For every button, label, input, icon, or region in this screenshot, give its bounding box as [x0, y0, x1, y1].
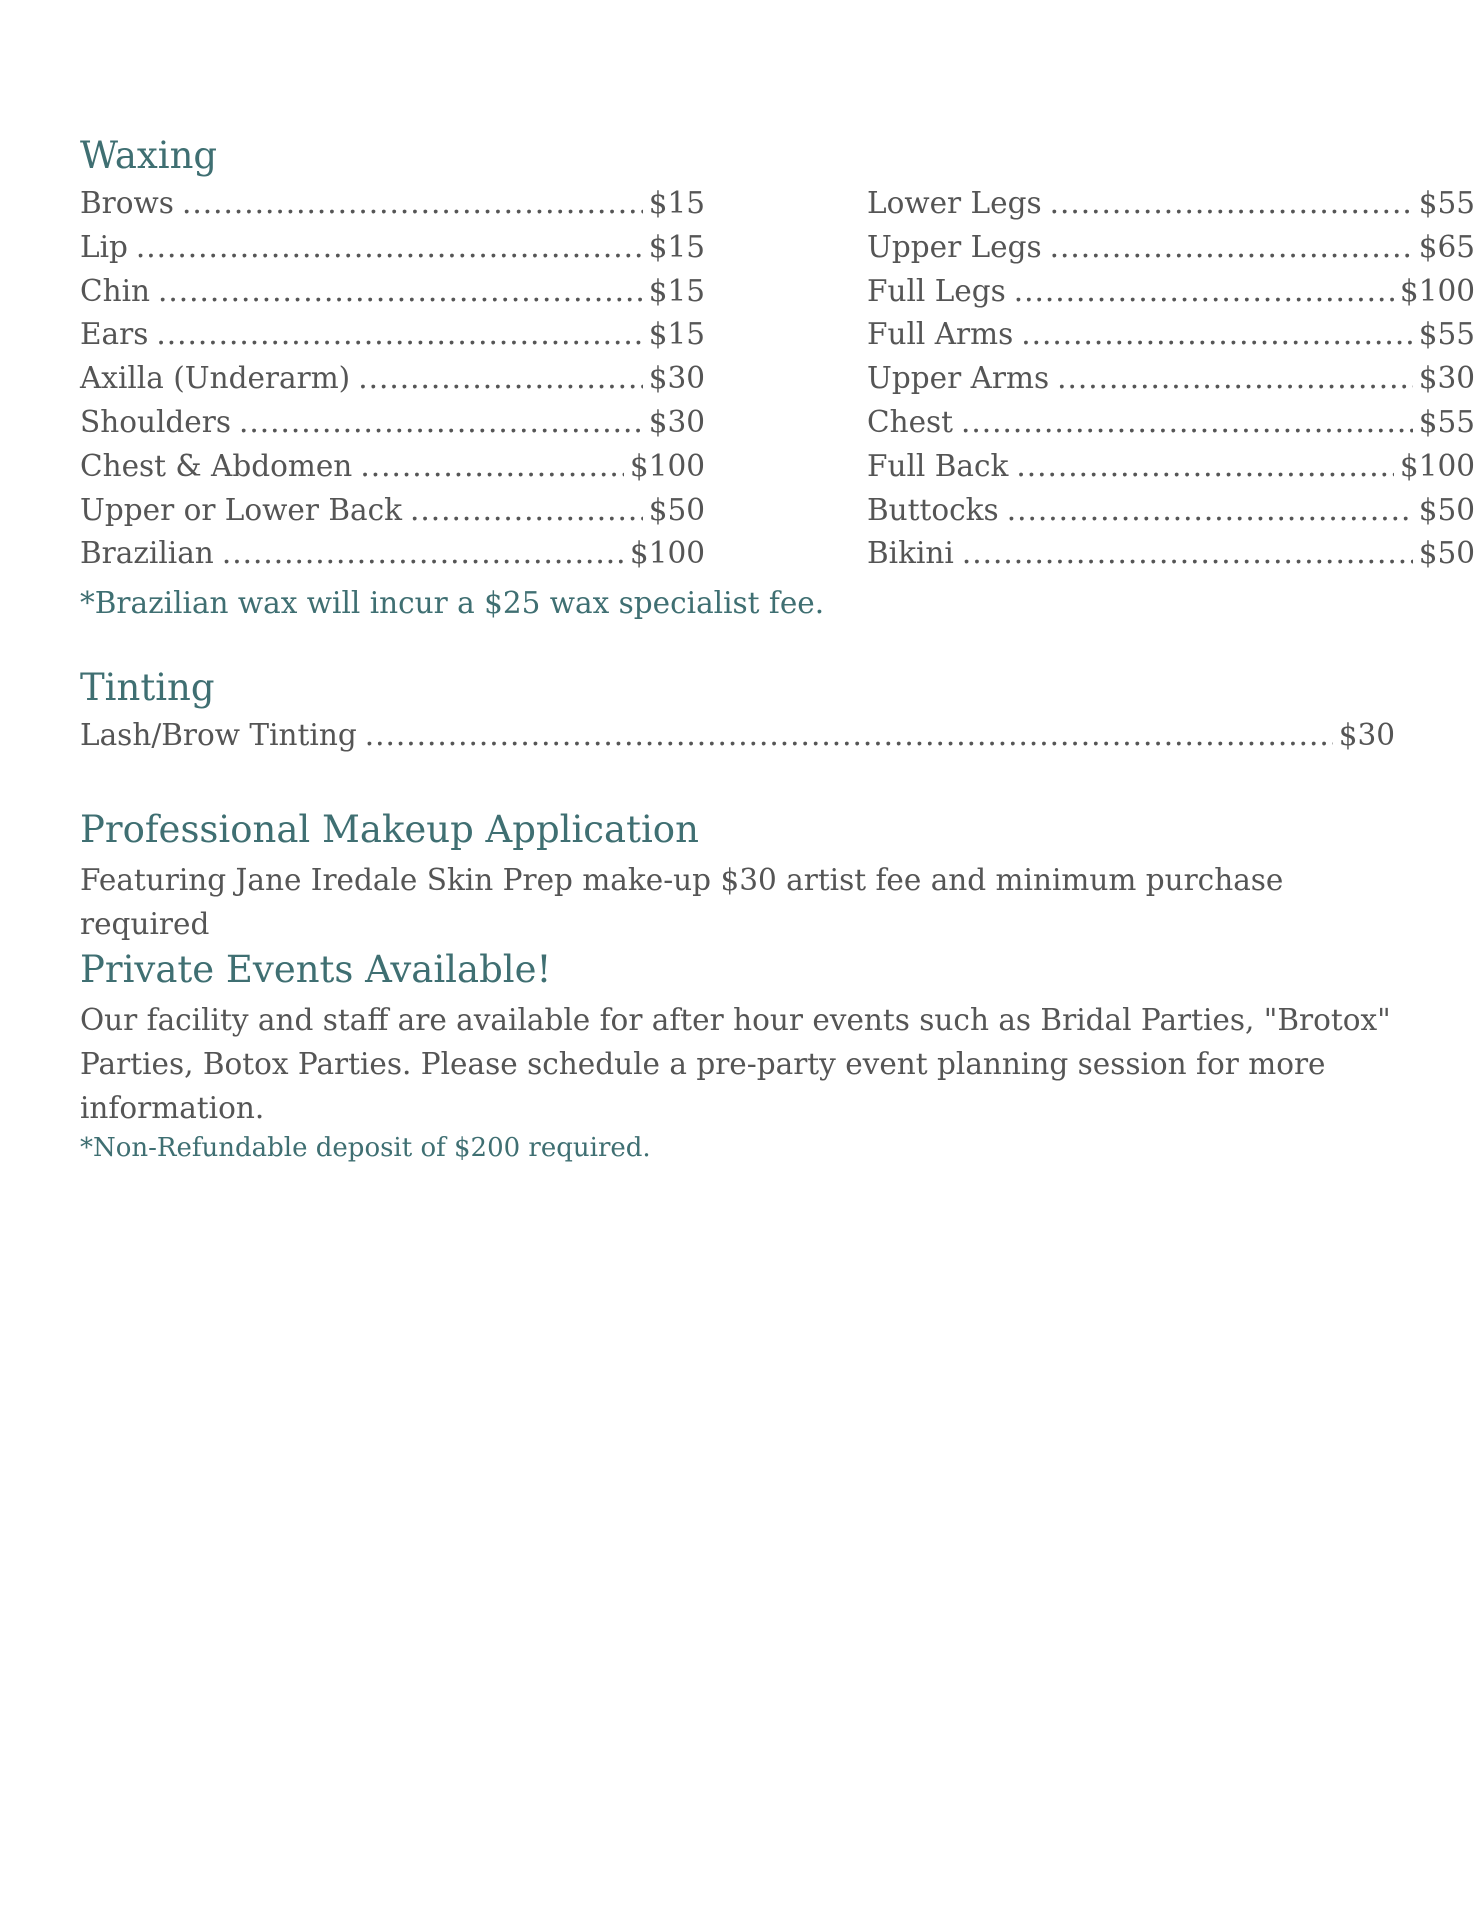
dot-leader — [358, 361, 642, 395]
price-row — [867, 449, 1475, 493]
item-price: $15 — [648, 229, 705, 264]
item-label: Full Back — [867, 448, 1009, 483]
dot-leader — [1014, 274, 1394, 308]
item-label: Brazilian — [80, 536, 214, 571]
dot-leader — [1021, 317, 1412, 351]
item-label: Bikini — [867, 536, 954, 571]
waxing-title: Waxing — [80, 134, 218, 177]
item-label: Ears — [80, 317, 149, 352]
price-row — [80, 230, 705, 274]
item-label: Chin — [80, 273, 151, 308]
item-price: $50 — [1418, 536, 1475, 571]
dot-leader — [1057, 361, 1413, 395]
item-price: $15 — [648, 317, 705, 352]
makeup-description: Featuring Jane Iredale Skin Prep make-up $30 artist fee and minimum purchase required — [80, 863, 1284, 941]
item-price: $65 — [1418, 229, 1475, 264]
item-label: Lash/Brow Tinting — [80, 718, 357, 752]
dot-leader — [962, 536, 1413, 570]
item-price: $50 — [1418, 492, 1475, 527]
dot-leader — [156, 317, 642, 351]
item-label: Upper Legs — [867, 229, 1042, 264]
price-row — [867, 186, 1475, 230]
price-row — [867, 405, 1475, 449]
dot-leader — [182, 186, 643, 220]
item-label: Shoulders — [80, 404, 231, 439]
item-price: $15 — [648, 186, 705, 220]
dot-leader — [239, 405, 643, 439]
dot-leader — [158, 274, 643, 308]
price-row — [867, 274, 1475, 318]
item-label: Buttocks — [867, 492, 999, 527]
price-row — [867, 317, 1475, 361]
tinting-title: Tinting — [80, 666, 215, 709]
item-label: Upper Arms — [867, 361, 1050, 396]
item-label: Full Legs — [867, 273, 1006, 308]
dot-leader — [961, 405, 1413, 439]
price-row — [867, 536, 1475, 580]
item-label: Brows — [80, 186, 174, 220]
price-row — [80, 405, 705, 449]
item-price: $30 — [648, 361, 705, 396]
price-row — [867, 361, 1475, 405]
dot-leader — [360, 449, 624, 483]
brazilian-fee-note: *Brazilian wax will incur a $25 wax specialist fee. — [80, 586, 825, 620]
dot-leader — [222, 536, 624, 570]
price-row — [80, 493, 705, 537]
dot-leader — [410, 493, 643, 527]
item-price: $100 — [629, 536, 705, 571]
item-price: $100 — [1399, 448, 1475, 483]
item-label: Full Arms — [867, 317, 1014, 352]
item-price: $15 — [648, 273, 705, 308]
price-row — [80, 449, 705, 493]
price-row — [867, 493, 1475, 537]
price-row — [867, 230, 1475, 274]
dot-leader — [1050, 186, 1413, 220]
item-price: $55 — [1418, 317, 1475, 352]
item-label: Chest — [867, 404, 954, 439]
item-label: Chest & Abdomen — [80, 448, 353, 483]
dot-leader — [1016, 449, 1394, 483]
item-price: $100 — [629, 448, 705, 483]
item-label: Upper or Lower Back — [80, 492, 403, 527]
events-title: Private Events Available! — [80, 948, 552, 991]
item-price: $30 — [1338, 718, 1395, 752]
item-price: $30 — [648, 404, 705, 439]
price-row — [80, 718, 1395, 762]
deposit-note: *Non-Refundable deposit of $200 required. — [80, 1133, 651, 1163]
item-label: Lower Legs — [867, 186, 1042, 220]
dot-leader — [365, 718, 1333, 752]
item-price: $100 — [1399, 273, 1475, 308]
makeup-title: Professional Makeup Application — [80, 808, 699, 851]
dot-leader — [1050, 230, 1413, 264]
item-label: Lip — [80, 229, 128, 264]
price-row — [80, 274, 705, 318]
item-price: $55 — [1418, 404, 1475, 439]
item-price: $50 — [648, 492, 705, 527]
waxing-list-right — [867, 186, 1475, 580]
dot-leader — [1007, 493, 1413, 527]
price-row — [80, 186, 705, 230]
price-row — [80, 536, 705, 580]
dot-leader — [136, 230, 643, 264]
events-description: Our facility and staff are available for after hour events such as Bridal Parties, "Brotox" Parties, Botox Parties. Please schedule a pre-party event planning session for more information. — [80, 1003, 1391, 1125]
price-row — [80, 317, 705, 361]
item-price: $55 — [1418, 186, 1475, 220]
tinting-list — [80, 718, 1395, 762]
waxing-list-left — [80, 186, 705, 580]
price-row — [80, 361, 705, 405]
item-price: $30 — [1418, 361, 1475, 396]
item-label: Axilla (Underarm) — [80, 361, 351, 396]
